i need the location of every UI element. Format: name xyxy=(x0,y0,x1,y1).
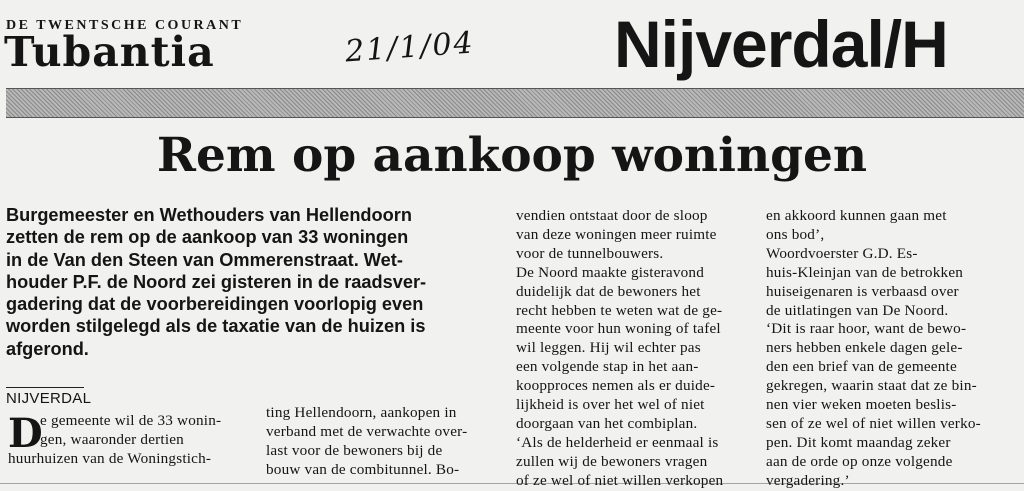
bottom-rule xyxy=(0,483,1024,484)
body-line: verband met de verwachte over- xyxy=(266,422,468,440)
body-line: ting Hellendoorn, aankopen in xyxy=(266,404,457,421)
body-line: vendien ontstaat door de sloop xyxy=(516,207,708,224)
lead-line: houder P.F. de Noord zei gisteren in de raadsver- xyxy=(6,271,427,292)
body-line: last voor de bewoners bij de xyxy=(266,441,443,459)
body-line: vergadering.’ xyxy=(766,471,850,489)
body-line: ners hebben enkele dagen gele- xyxy=(766,339,963,357)
body-line: of ze wel of niet willen verkopen xyxy=(516,471,724,489)
article-column-1 xyxy=(8,412,254,469)
body-line: koopproces nemen als er duide- xyxy=(516,377,716,395)
body-line: nen vier weken moeten beslis- xyxy=(766,396,957,414)
lead-line: in de Van den Steen van Ommerenstraat. Wet- xyxy=(6,249,403,270)
article-column-4 xyxy=(766,207,1010,491)
section-title: Nijverdal/H xyxy=(614,7,948,81)
publication-name: Tubantia xyxy=(4,28,215,76)
article-headline: Rem op aankoop woningen xyxy=(156,128,868,183)
body-line: Woordvoerster G.D. Es- xyxy=(766,244,918,262)
lead-line: afgerond. xyxy=(6,338,89,359)
drop-cap: D xyxy=(8,410,43,457)
lead-line: worden stilgelegd als de taxatie van de huizen is xyxy=(6,316,426,337)
body-line: duidelijk dat de bewoners het xyxy=(516,282,701,300)
article-column-2 xyxy=(266,404,502,480)
body-line: gen, waaronder dertien xyxy=(40,430,184,448)
lead-line: zetten de rem op de aankoop van 33 woningen xyxy=(6,227,409,248)
body-line: wil leggen. Hij wil echter pas xyxy=(516,339,701,357)
handwritten-date: 21/1/04 xyxy=(343,25,476,70)
body-line: lijkheid is over het wel of niet xyxy=(516,396,705,414)
lead-line: Burgemeester en Wethouders van Hellendoorn xyxy=(6,205,412,225)
dateline-rule xyxy=(6,387,84,388)
article-lead xyxy=(6,204,508,360)
body-line: sen of ze wel of niet willen verko- xyxy=(766,414,981,432)
dateline: NIJVERDAL xyxy=(6,390,92,407)
body-line: een volgende stap in het aan- xyxy=(516,358,699,376)
body-line: den een brief van de gemeente xyxy=(766,358,957,376)
article-column-3 xyxy=(516,207,754,491)
masthead xyxy=(0,0,1024,88)
body-line: ‘Dit is raar hoor, want de bewo- xyxy=(766,320,967,338)
body-line: voor de tunnelbouwers. xyxy=(516,244,664,262)
body-line: ‘Als de helderheid er eenmaal is xyxy=(516,433,719,451)
body-line: en akkoord kunnen gaan met xyxy=(766,207,947,224)
body-line: van deze woningen meer ruimte xyxy=(516,225,717,243)
body-line: doorgaan van het combiplan. xyxy=(516,414,698,432)
body-line: huurhuizen van de Woningstich- xyxy=(8,449,212,467)
body-line: aan de orde op onze volgende xyxy=(766,452,953,470)
body-line: e gemeente wil de 33 wonin- xyxy=(40,412,222,429)
body-line: meente voor hun woning of tafel xyxy=(516,320,721,338)
body-line: recht hebben te weten wat de ge- xyxy=(516,301,723,319)
body-line: huiseigenaren is verbaasd over xyxy=(766,282,959,300)
lead-line: gadering dat de voorbereidingen voorlopig even xyxy=(6,294,424,315)
body-line: pen. Dit komt maandag zeker xyxy=(766,433,951,451)
publication-subtitle: DE TWENTSCHE COURANT xyxy=(6,18,244,33)
body-line: gekregen, waarin staat dat ze bin- xyxy=(766,377,977,395)
body-line: ons bod’, xyxy=(766,225,825,243)
body-line: de uitlatingen van De Noord. xyxy=(766,301,949,319)
body-line: zullen wij de bewoners vragen xyxy=(516,452,708,470)
body-line: bouw van de combitunnel. Bo- xyxy=(266,460,460,478)
masthead-stripe-divider xyxy=(6,88,1024,118)
body-line: huis-Kleinjan van de betrokken xyxy=(766,263,964,281)
body-line: De Noord maakte gisteravond xyxy=(516,263,705,281)
